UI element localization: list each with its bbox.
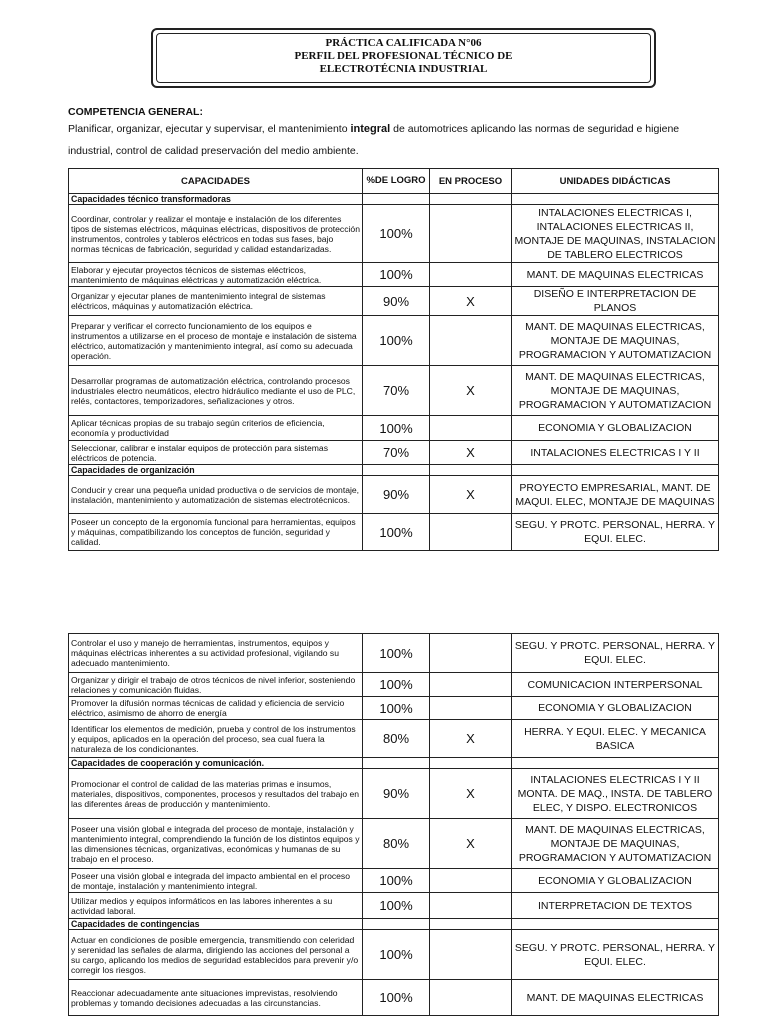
section-empty-cell bbox=[430, 194, 512, 205]
table-row bbox=[69, 930, 719, 980]
unidad-cell: ECONOMIA Y GLOBALIZACION bbox=[512, 697, 719, 720]
section-empty-cell bbox=[430, 465, 512, 476]
capacidad-cell: Elaborar y ejecutar proyectos técnicos de sistemas eléctricos, mantenimiento de máquinas eléctricas y automatización eléctrica. bbox=[69, 263, 363, 287]
proceso-cell: X bbox=[430, 476, 512, 514]
competencia-text-after: de automotrices aplicando las normas de seguridad e higiene industrial, control de calidad preservación del medio ambiente. bbox=[68, 123, 680, 157]
header-proceso: EN PROCESO bbox=[430, 169, 512, 194]
capacidad-cell: Organizar y ejecutar planes de mantenimiento integral de sistemas eléctricos, máquinas y automatización eléctrica. bbox=[69, 287, 363, 316]
section-row bbox=[69, 758, 719, 769]
unidad-cell: INTERPRETACION DE TEXTOS bbox=[512, 893, 719, 919]
capacidad-cell: Reaccionar adecuadamente ante situaciones imprevistas, resolviendo problemas y tomando decisiones adecuadas a las circunstancias. bbox=[69, 980, 363, 1016]
table-row bbox=[69, 205, 719, 263]
section-empty-cell bbox=[363, 919, 430, 930]
logro-cell: 70% bbox=[363, 366, 430, 416]
capacidades-table-1 bbox=[68, 168, 719, 551]
logro-cell: 100% bbox=[363, 697, 430, 720]
proceso-cell bbox=[430, 930, 512, 980]
proceso-cell bbox=[430, 893, 512, 919]
section-empty-cell bbox=[512, 919, 719, 930]
title-line-3: ELECTROTÉCNIA INDUSTRIAL bbox=[319, 63, 488, 75]
logro-cell: 100% bbox=[363, 673, 430, 697]
competencia-text-before: Planificar, organizar, ejecutar y supervisar, el mantenimiento bbox=[68, 123, 351, 135]
capacidad-cell: Actuar en condiciones de posible emergencia, transmitiendo con celeridad y serenidad las señales de alarma, dirigiendo las acciones del personal a su cargo, aplicando los medios de seguridad establecidos para prevenir y/o corregir los riesgos. bbox=[69, 930, 363, 980]
proceso-cell bbox=[430, 697, 512, 720]
section-title: Capacidades de cooperación y comunicación. bbox=[69, 758, 363, 769]
section-empty-cell bbox=[512, 465, 719, 476]
proceso-cell: X bbox=[430, 441, 512, 465]
table-row bbox=[69, 769, 719, 819]
section-title: Capacidades técnico transformadoras bbox=[69, 194, 363, 205]
capacidad-cell: Preparar y verificar el correcto funcionamiento de los equipos e instrumentos a utilizarse en el proceso de montaje e instalación de sistema eléctrico, automatización y mantenimiento integral, así como su adecuada operación. bbox=[69, 316, 363, 366]
table-row bbox=[69, 441, 719, 465]
capacidad-cell: Poseer una visión global e integrada del proceso de montaje, instalación y mantenimiento integral, comprendiendo la función de los distintos equipos y las dimensiones técnicas, organizativas, económicas y humanas de su trabajo en el proceso. bbox=[69, 819, 363, 869]
logro-cell: 100% bbox=[363, 893, 430, 919]
section-row bbox=[69, 919, 719, 930]
header-logro: %DE LOGRO bbox=[363, 169, 430, 194]
unidad-cell: MANT. DE MAQUINAS ELECTRICAS, MONTAJE DE MAQUINAS, PROGRAMACION Y AUTOMATIZACION bbox=[512, 366, 719, 416]
section-empty-cell bbox=[512, 758, 719, 769]
unidad-cell: SEGU. Y PROTC. PERSONAL, HERRA. Y EQUI. ELEC. bbox=[512, 930, 719, 980]
logro-cell: 100% bbox=[363, 930, 430, 980]
proceso-cell bbox=[430, 205, 512, 263]
table-row bbox=[69, 893, 719, 919]
document-title bbox=[153, 37, 654, 76]
unidad-cell: SEGU. Y PROTC. PERSONAL, HERRA. Y EQUI. ELEC. bbox=[512, 634, 719, 673]
table-1-body bbox=[69, 194, 719, 551]
header-unidades: UNIDADES DIDÁCTICAS bbox=[512, 169, 719, 194]
unidad-cell: ECONOMIA Y GLOBALIZACION bbox=[512, 869, 719, 893]
logro-cell: 90% bbox=[363, 476, 430, 514]
unidad-cell: INTALACIONES ELECTRICAS I, INTALACIONES ELECTRICAS II, MONTAJE DE MAQUINAS, INSTALACION DE TABLERO ELECTRICOS bbox=[512, 205, 719, 263]
proceso-cell: X bbox=[430, 819, 512, 869]
unidad-cell: SEGU. Y PROTC. PERSONAL, HERRA. Y EQUI. ELEC. bbox=[512, 514, 719, 551]
section-empty-cell bbox=[363, 194, 430, 205]
logro-cell: 100% bbox=[363, 205, 430, 263]
table-row bbox=[69, 514, 719, 551]
proceso-cell: X bbox=[430, 720, 512, 758]
capacidad-cell: Poseer un concepto de la ergonomía funcional para herramientas, equipos y máquinas, compatibilizando los conceptos de función, seguridad y calidad. bbox=[69, 514, 363, 551]
logro-cell: 100% bbox=[363, 980, 430, 1016]
table-row bbox=[69, 316, 719, 366]
proceso-cell bbox=[430, 416, 512, 441]
capacidad-cell: Identificar los elementos de medición, prueba y control de los instrumentos y equipos, aplicados en la operación del proceso, sea cual fuera la naturaleza de los condicionantes. bbox=[69, 720, 363, 758]
unidad-cell: HERRA. Y EQUI. ELEC. Y MECANICA BASICA bbox=[512, 720, 719, 758]
table-row bbox=[69, 720, 719, 758]
unidad-cell: MANT. DE MAQUINAS ELECTRICAS, MONTAJE DE MAQUINAS, PROGRAMACION Y AUTOMATIZACION bbox=[512, 316, 719, 366]
capacidad-cell: Conducir y crear una pequeña unidad productiva o de servicios de montaje, instalación, mantenimiento y automatización de sistemas electrotécnicos. bbox=[69, 476, 363, 514]
capacidad-cell: Organizar y dirigir el trabajo de otros técnicos de nivel inferior, sosteniendo relaciones y comunicación fluidas. bbox=[69, 673, 363, 697]
proceso-cell bbox=[430, 869, 512, 893]
competencia-text bbox=[68, 118, 718, 162]
unidad-cell: MANT. DE MAQUINAS ELECTRICAS, MONTAJE DE MAQUINAS, PROGRAMACION Y AUTOMATIZACION bbox=[512, 819, 719, 869]
logro-cell: 100% bbox=[363, 514, 430, 551]
table-2-body bbox=[69, 634, 719, 1016]
header-capacidades: CAPACIDADES bbox=[69, 169, 363, 194]
proceso-cell bbox=[430, 514, 512, 551]
proceso-cell bbox=[430, 980, 512, 1016]
competencia-label: COMPETENCIA GENERAL: bbox=[68, 106, 203, 118]
logro-cell: 90% bbox=[363, 287, 430, 316]
table-row bbox=[69, 634, 719, 673]
title-line-1: PRÁCTICA CALIFICADA N°06 bbox=[325, 37, 482, 49]
title-line-2: PERFIL DEL PROFESIONAL TÉCNICO DE bbox=[294, 50, 513, 62]
unidad-cell: INTALACIONES ELECTRICAS I Y II bbox=[512, 441, 719, 465]
section-title: Capacidades de organización bbox=[69, 465, 363, 476]
table-row bbox=[69, 287, 719, 316]
proceso-cell: X bbox=[430, 287, 512, 316]
table-row bbox=[69, 869, 719, 893]
table-header-row bbox=[69, 169, 719, 194]
unidad-cell: MANT. DE MAQUINAS ELECTRICAS bbox=[512, 263, 719, 287]
table-row bbox=[69, 366, 719, 416]
section-empty-cell bbox=[512, 194, 719, 205]
table-row bbox=[69, 416, 719, 441]
logro-cell: 100% bbox=[363, 869, 430, 893]
capacidad-cell: Coordinar, controlar y realizar el montaje e instalación de los diferentes tipos de sistemas eléctricos, máquinas eléctricas, dispositivos de protección instrumentos, controles y tableros eléctricos en todas sus fases, bajo normas técnicas de fabricación, seguridad y calidad estandarizadas. bbox=[69, 205, 363, 263]
capacidad-cell: Poseer una visión global e integrada del impacto ambiental en el proceso de montaje, instalación y mantenimiento integral. bbox=[69, 869, 363, 893]
unidad-cell: COMUNICACION INTERPERSONAL bbox=[512, 673, 719, 697]
capacidad-cell: Desarrollar programas de automatización eléctrica, controlando procesos industriales electro neumáticos, electro hidráulico mediante el uso de PLC, relés, contactores, temporizadores, señalizaciones y otros. bbox=[69, 366, 363, 416]
section-empty-cell bbox=[430, 758, 512, 769]
table-row bbox=[69, 819, 719, 869]
section-title: Capacidades de contingencias bbox=[69, 919, 363, 930]
section-empty-cell bbox=[363, 758, 430, 769]
section-row bbox=[69, 194, 719, 205]
logro-cell: 100% bbox=[363, 316, 430, 366]
capacidad-cell: Controlar el uso y manejo de herramientas, instrumentos, equipos y máquinas eléctricas inherentes a su actividad profesional, vigilando su adecuado mantenimiento. bbox=[69, 634, 363, 673]
table-row bbox=[69, 980, 719, 1016]
logro-cell: 80% bbox=[363, 720, 430, 758]
unidad-cell: PROYECTO EMPRESARIAL, MANT. DE MAQUI. ELEC, MONTAJE DE MAQUINAS bbox=[512, 476, 719, 514]
capacidad-cell: Promover la difusión normas técnicas de calidad y eficiencia de servicio eléctrico, asimismo de ahorro de energía bbox=[69, 697, 363, 720]
capacidad-cell: Promocionar el control de calidad de las materias primas e insumos, materiales, dispositivos, componentes, procesos y resultados del trabajo en las diferentes áreas de producción y mantenimiento. bbox=[69, 769, 363, 819]
competencia-text-bold: integral bbox=[350, 123, 391, 135]
logro-cell: 100% bbox=[363, 263, 430, 287]
logro-cell: 100% bbox=[363, 634, 430, 673]
section-empty-cell bbox=[363, 465, 430, 476]
logro-cell: 70% bbox=[363, 441, 430, 465]
capacidad-cell: Utilizar medios y equipos informáticos en las labores inherentes a su actividad laboral. bbox=[69, 893, 363, 919]
section-empty-cell bbox=[430, 919, 512, 930]
table-row bbox=[69, 476, 719, 514]
unidad-cell: DISEÑO E INTERPRETACION DE PLANOS bbox=[512, 287, 719, 316]
logro-cell: 100% bbox=[363, 416, 430, 441]
proceso-cell bbox=[430, 673, 512, 697]
proceso-cell: X bbox=[430, 769, 512, 819]
proceso-cell bbox=[430, 263, 512, 287]
capacidades-table-2 bbox=[68, 633, 719, 1016]
table-row bbox=[69, 697, 719, 720]
section-row bbox=[69, 465, 719, 476]
unidad-cell: MANT. DE MAQUINAS ELECTRICAS bbox=[512, 980, 719, 1016]
capacidad-cell: Aplicar técnicas propias de su trabajo según criterios de eficiencia, economía y productividad bbox=[69, 416, 363, 441]
unidad-cell: INTALACIONES ELECTRICAS I Y II MONTA. DE MAQ., INSTA. DE TABLERO ELEC, Y DISPO. ELECTRONICOS bbox=[512, 769, 719, 819]
proceso-cell bbox=[430, 634, 512, 673]
proceso-cell: X bbox=[430, 366, 512, 416]
table-row bbox=[69, 263, 719, 287]
logro-cell: 80% bbox=[363, 819, 430, 869]
title-box bbox=[151, 28, 656, 88]
proceso-cell bbox=[430, 316, 512, 366]
unidad-cell: ECONOMIA Y GLOBALIZACION bbox=[512, 416, 719, 441]
capacidad-cell: Seleccionar, calibrar e instalar equipos de protección para sistemas eléctricos de potencia. bbox=[69, 441, 363, 465]
logro-cell: 90% bbox=[363, 769, 430, 819]
table-row bbox=[69, 673, 719, 697]
